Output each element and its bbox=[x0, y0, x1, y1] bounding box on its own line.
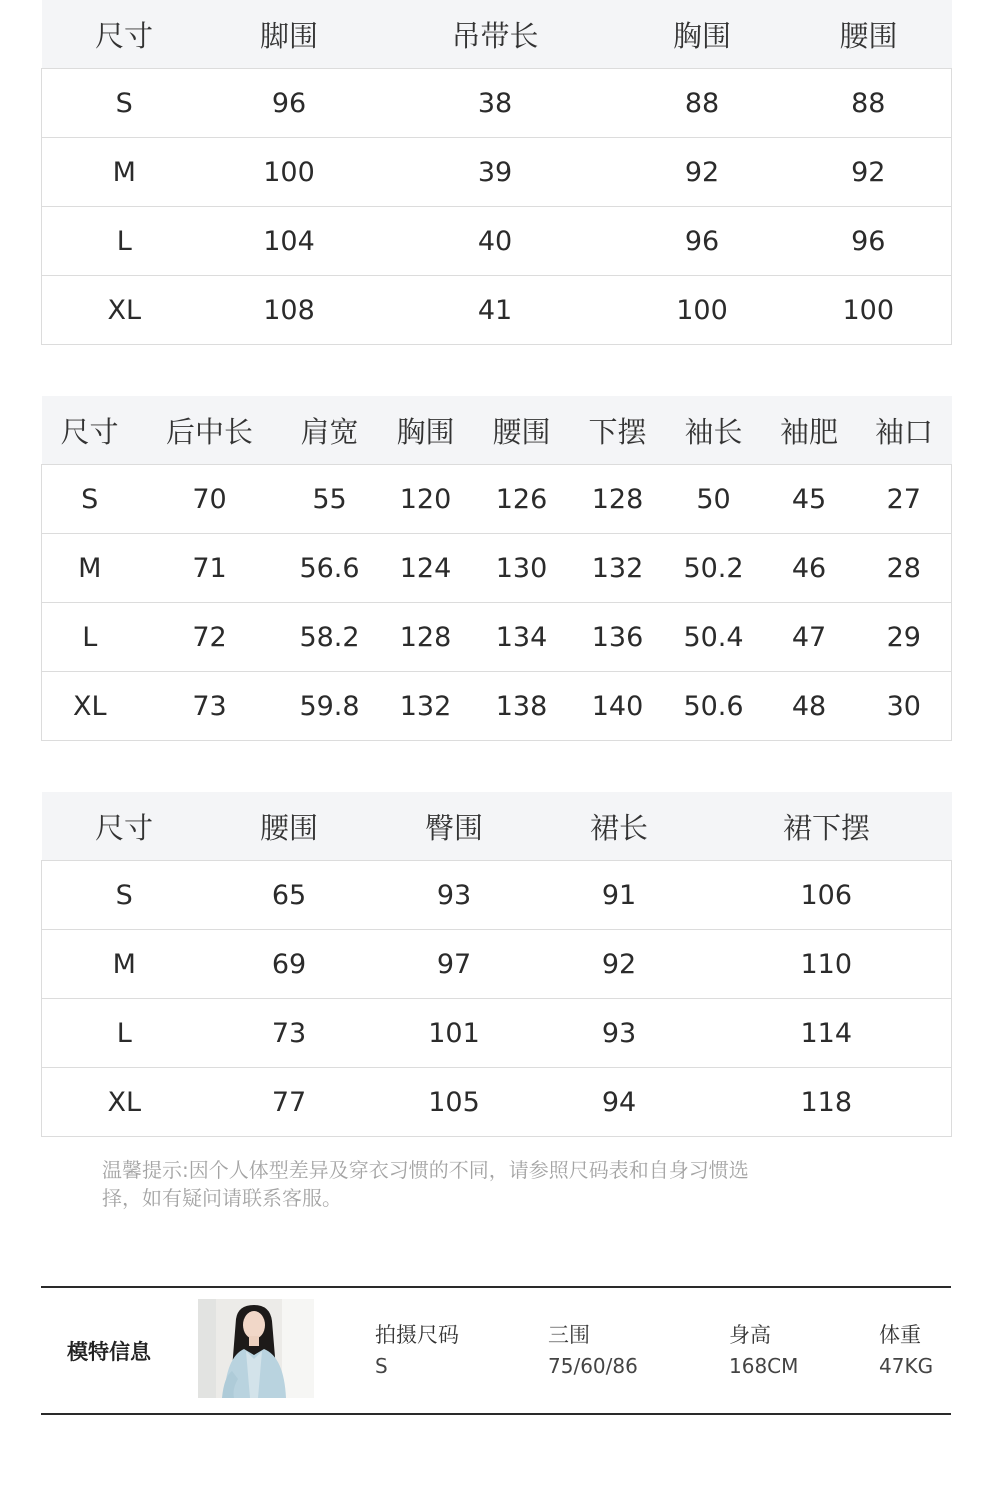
value-cell: 50.4 bbox=[666, 603, 762, 672]
column-header: 腰围 bbox=[474, 396, 570, 465]
value-cell: 128 bbox=[378, 603, 474, 672]
size-cell: L bbox=[42, 207, 207, 276]
value-cell: 28 bbox=[857, 534, 952, 603]
value-cell: 65 bbox=[207, 861, 372, 930]
column-header: 臀围 bbox=[372, 792, 537, 861]
size-cell: XL bbox=[42, 672, 138, 741]
value-cell: 93 bbox=[537, 999, 702, 1068]
size-table-3 bbox=[41, 792, 952, 1137]
value-cell: 41 bbox=[372, 276, 619, 345]
value-cell: 50.2 bbox=[666, 534, 762, 603]
value-cell: 47 bbox=[762, 603, 857, 672]
size-table-1 bbox=[41, 0, 952, 345]
value-cell: 108 bbox=[207, 276, 372, 345]
column-header: 胸围 bbox=[378, 396, 474, 465]
size-cell: M bbox=[42, 534, 138, 603]
value-cell: 114 bbox=[702, 999, 952, 1068]
value-cell: 48 bbox=[762, 672, 857, 741]
table-row bbox=[42, 861, 952, 930]
column-header: 腰围 bbox=[786, 0, 952, 69]
value-cell: 96 bbox=[619, 207, 786, 276]
value-cell: 97 bbox=[372, 930, 537, 999]
tip-line-1: 温馨提示:因个人体型差异及穿衣习惯的不同，请参照尺码表和自身习惯选 bbox=[102, 1158, 749, 1182]
value-cell: 45 bbox=[762, 465, 857, 534]
size-tip bbox=[102, 1156, 892, 1212]
table-header-row bbox=[42, 0, 952, 69]
column-header: 袖肥 bbox=[762, 396, 857, 465]
size-cell: S bbox=[42, 465, 138, 534]
value-cell: 110 bbox=[702, 930, 952, 999]
table-row bbox=[42, 69, 952, 138]
size-table-2 bbox=[41, 396, 952, 741]
value-cell: 88 bbox=[619, 69, 786, 138]
table-row bbox=[42, 999, 952, 1068]
model-stat-weight bbox=[879, 1320, 933, 1382]
value-cell: 124 bbox=[378, 534, 474, 603]
stat-label: 体重 bbox=[879, 1323, 921, 1347]
table-row bbox=[42, 465, 952, 534]
value-cell: 120 bbox=[378, 465, 474, 534]
model-stat-measurements bbox=[548, 1320, 638, 1382]
value-cell: 71 bbox=[138, 534, 282, 603]
value-cell: 56.6 bbox=[282, 534, 378, 603]
model-info-section bbox=[41, 1286, 951, 1415]
value-cell: 88 bbox=[786, 69, 952, 138]
stat-label: 身高 bbox=[729, 1323, 771, 1347]
value-cell: 126 bbox=[474, 465, 570, 534]
column-header: 尺寸 bbox=[42, 0, 207, 69]
value-cell: 72 bbox=[138, 603, 282, 672]
model-info-title: 模特信息 bbox=[67, 1340, 151, 1364]
value-cell: 77 bbox=[207, 1068, 372, 1137]
model-stat-height bbox=[729, 1320, 798, 1382]
value-cell: 94 bbox=[537, 1068, 702, 1137]
column-header: 裙下摆 bbox=[702, 792, 952, 861]
value-cell: 101 bbox=[372, 999, 537, 1068]
value-cell: 58.2 bbox=[282, 603, 378, 672]
value-cell: 93 bbox=[372, 861, 537, 930]
column-header: 吊带长 bbox=[372, 0, 619, 69]
column-header: 尺寸 bbox=[42, 396, 138, 465]
value-cell: 59.8 bbox=[282, 672, 378, 741]
column-header: 袖口 bbox=[857, 396, 952, 465]
value-cell: 96 bbox=[207, 69, 372, 138]
value-cell: 138 bbox=[474, 672, 570, 741]
value-cell: 100 bbox=[619, 276, 786, 345]
value-cell: 30 bbox=[857, 672, 952, 741]
value-cell: 96 bbox=[786, 207, 952, 276]
column-header: 脚围 bbox=[207, 0, 372, 69]
column-header: 后中长 bbox=[138, 396, 282, 465]
value-cell: 55 bbox=[282, 465, 378, 534]
column-header: 下摆 bbox=[570, 396, 666, 465]
size-cell: S bbox=[42, 69, 207, 138]
size-cell: M bbox=[42, 138, 207, 207]
value-cell: 140 bbox=[570, 672, 666, 741]
value-cell: 40 bbox=[372, 207, 619, 276]
stat-label: 拍摄尺码 bbox=[375, 1323, 459, 1347]
value-cell: 132 bbox=[570, 534, 666, 603]
value-cell: 73 bbox=[138, 672, 282, 741]
value-cell: 92 bbox=[619, 138, 786, 207]
value-cell: 100 bbox=[207, 138, 372, 207]
column-header: 袖长 bbox=[666, 396, 762, 465]
stat-value: 75/60/86 bbox=[548, 1354, 638, 1378]
column-header: 肩宽 bbox=[282, 396, 378, 465]
table-row bbox=[42, 138, 952, 207]
value-cell: 136 bbox=[570, 603, 666, 672]
value-cell: 130 bbox=[474, 534, 570, 603]
size-cell: XL bbox=[42, 1068, 207, 1137]
model-stat-size bbox=[375, 1320, 459, 1382]
value-cell: 105 bbox=[372, 1068, 537, 1137]
table-row bbox=[42, 930, 952, 999]
value-cell: 92 bbox=[786, 138, 952, 207]
value-cell: 50 bbox=[666, 465, 762, 534]
model-photo-illustration bbox=[198, 1299, 314, 1398]
column-header: 腰围 bbox=[207, 792, 372, 861]
table-header-row bbox=[42, 396, 952, 465]
table-header-row bbox=[42, 792, 952, 861]
stat-value: S bbox=[375, 1354, 388, 1378]
table-row bbox=[42, 1068, 952, 1137]
value-cell: 104 bbox=[207, 207, 372, 276]
size-cell: XL bbox=[42, 276, 207, 345]
value-cell: 73 bbox=[207, 999, 372, 1068]
tip-line-2: 择，如有疑问请联系客服。 bbox=[102, 1186, 342, 1210]
model-photo bbox=[198, 1299, 314, 1398]
value-cell: 46 bbox=[762, 534, 857, 603]
value-cell: 50.6 bbox=[666, 672, 762, 741]
value-cell: 70 bbox=[138, 465, 282, 534]
value-cell: 106 bbox=[702, 861, 952, 930]
value-cell: 128 bbox=[570, 465, 666, 534]
table-row bbox=[42, 207, 952, 276]
value-cell: 27 bbox=[857, 465, 952, 534]
column-header: 胸围 bbox=[619, 0, 786, 69]
value-cell: 38 bbox=[372, 69, 619, 138]
size-cell: M bbox=[42, 930, 207, 999]
table-row bbox=[42, 276, 952, 345]
value-cell: 100 bbox=[786, 276, 952, 345]
table-row bbox=[42, 534, 952, 603]
size-cell: L bbox=[42, 603, 138, 672]
value-cell: 91 bbox=[537, 861, 702, 930]
size-cell: L bbox=[42, 999, 207, 1068]
stat-value: 47KG bbox=[879, 1354, 934, 1378]
value-cell: 132 bbox=[378, 672, 474, 741]
size-cell: S bbox=[42, 861, 207, 930]
value-cell: 118 bbox=[702, 1068, 952, 1137]
table-row bbox=[42, 672, 952, 741]
value-cell: 39 bbox=[372, 138, 619, 207]
column-header: 尺寸 bbox=[42, 792, 207, 861]
stat-label: 三围 bbox=[548, 1323, 590, 1347]
value-cell: 92 bbox=[537, 930, 702, 999]
stat-value: 168CM bbox=[729, 1354, 799, 1378]
table-row bbox=[42, 603, 952, 672]
column-header: 裙长 bbox=[537, 792, 702, 861]
value-cell: 69 bbox=[207, 930, 372, 999]
value-cell: 29 bbox=[857, 603, 952, 672]
value-cell: 134 bbox=[474, 603, 570, 672]
